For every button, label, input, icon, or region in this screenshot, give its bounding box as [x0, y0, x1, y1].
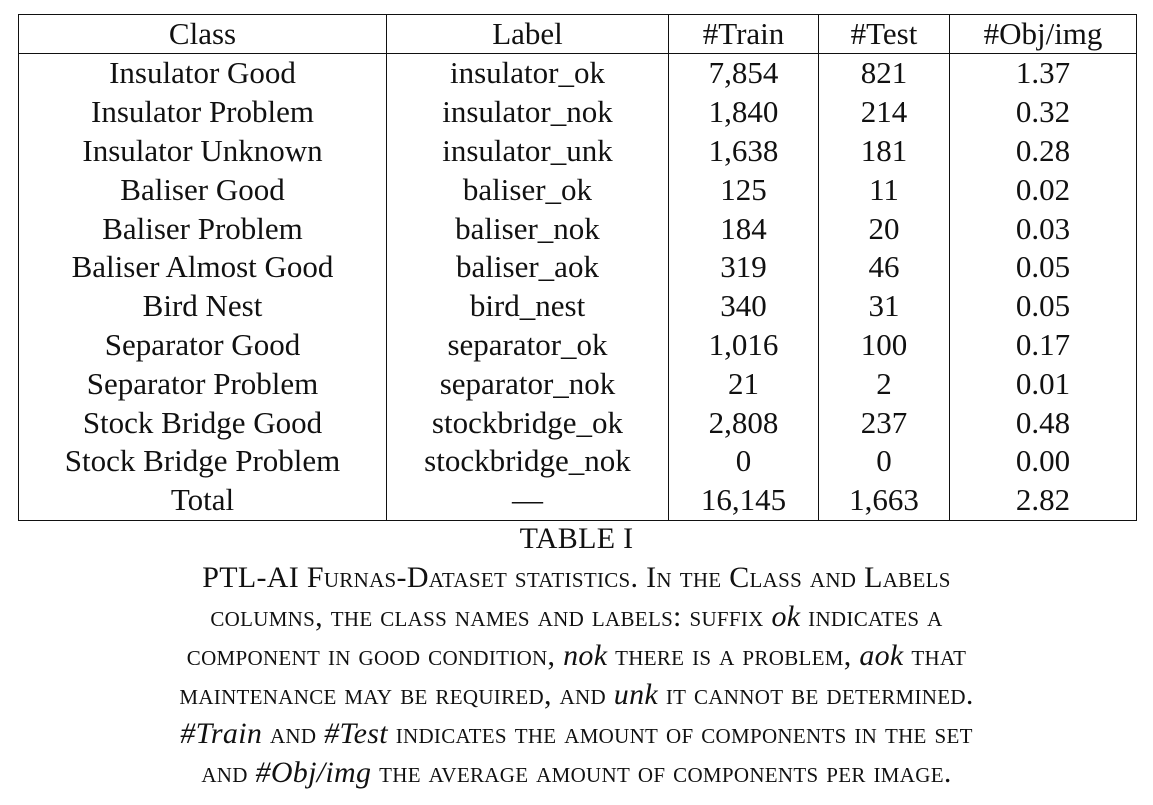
cell-obj-img: 0.05 — [950, 287, 1137, 326]
caption-text: indicates the amount of components in the set — [387, 717, 973, 750]
table-row — [19, 209, 1137, 248]
cell-test: 46 — [819, 248, 950, 287]
cell-label: stockbridge_nok — [387, 442, 669, 481]
caption-text: component in good condition, — [186, 639, 564, 672]
cell-train: 16,145 — [669, 481, 819, 520]
table-row — [19, 442, 1137, 481]
cell-obj-img: 0.05 — [950, 248, 1137, 287]
cell-label: stockbridge_ok — [387, 403, 669, 442]
cell-obj-img: 0.01 — [950, 364, 1137, 403]
caption-text: columns, the class names and labels: suffix — [210, 600, 772, 633]
cell-obj-img: 0.17 — [950, 326, 1137, 365]
table-total-row — [19, 481, 1137, 520]
table-header-row — [19, 15, 1137, 54]
table-row — [19, 326, 1137, 365]
caption-italic-term: #Obj/img — [255, 756, 372, 789]
cell-train: 2,808 — [669, 403, 819, 442]
cell-test: 31 — [819, 287, 950, 326]
caption-line-6 — [0, 753, 1153, 792]
cell-class: Baliser Problem — [19, 209, 387, 248]
table-row — [19, 93, 1137, 132]
cell-test: 1,663 — [819, 481, 950, 520]
cell-class: Total — [19, 481, 387, 520]
table-row — [19, 287, 1137, 326]
caption-line-1 — [0, 558, 1153, 597]
cell-class: Insulator Good — [19, 54, 387, 93]
caption-line-4 — [0, 675, 1153, 714]
cell-train: 125 — [669, 170, 819, 209]
caption-text: and — [201, 756, 256, 789]
dataset-statistics-table — [18, 14, 1137, 521]
cell-obj-img: 0.32 — [950, 93, 1137, 132]
table-row — [19, 364, 1137, 403]
caption-text: PTL-AI Furnas-Dataset statistics. In the Class and Labels — [202, 561, 951, 594]
cell-train: 184 — [669, 209, 819, 248]
cell-obj-img: 0.02 — [950, 170, 1137, 209]
header-test: #Test — [819, 15, 950, 54]
cell-obj-img: 2.82 — [950, 481, 1137, 520]
cell-label: bird_nest — [387, 287, 669, 326]
header-obj-img: #Obj/img — [950, 15, 1137, 54]
cell-class: Baliser Good — [19, 170, 387, 209]
cell-train: 21 — [669, 364, 819, 403]
cell-class: Insulator Unknown — [19, 132, 387, 171]
statistics-table-container — [18, 14, 1136, 521]
cell-test: 0 — [819, 442, 950, 481]
cell-test: 11 — [819, 170, 950, 209]
cell-test: 821 — [819, 54, 950, 93]
cell-train: 1,840 — [669, 93, 819, 132]
cell-obj-img: 0.48 — [950, 403, 1137, 442]
cell-class: Stock Bridge Good — [19, 403, 387, 442]
header-class: Class — [19, 15, 387, 54]
cell-test: 2 — [819, 364, 950, 403]
caption-text: the average amount of components per image. — [371, 756, 952, 789]
cell-class: Baliser Almost Good — [19, 248, 387, 287]
cell-train: 7,854 — [669, 54, 819, 93]
caption-line-5 — [0, 714, 1153, 753]
caption-italic-term: #Train — [180, 717, 263, 750]
cell-obj-img: 0.03 — [950, 209, 1137, 248]
table-caption — [0, 520, 1153, 792]
cell-label: baliser_aok — [387, 248, 669, 287]
cell-train: 319 — [669, 248, 819, 287]
cell-label: separator_ok — [387, 326, 669, 365]
table-row — [19, 170, 1137, 209]
caption-text: indicates a — [800, 600, 943, 633]
table-label: TABLE I — [519, 522, 634, 555]
table-row — [19, 132, 1137, 171]
caption-italic-term: nok — [563, 639, 608, 672]
cell-label: baliser_nok — [387, 209, 669, 248]
table-row — [19, 403, 1137, 442]
caption-italic-term: ok — [771, 600, 801, 633]
cell-class: Stock Bridge Problem — [19, 442, 387, 481]
table-row — [19, 54, 1137, 93]
cell-label: insulator_nok — [387, 93, 669, 132]
cell-obj-img: 0.28 — [950, 132, 1137, 171]
cell-label: separator_nok — [387, 364, 669, 403]
cell-label: insulator_ok — [387, 54, 669, 93]
cell-train: 340 — [669, 287, 819, 326]
header-label: Label — [387, 15, 669, 54]
cell-test: 20 — [819, 209, 950, 248]
cell-train: 1,016 — [669, 326, 819, 365]
cell-test: 214 — [819, 93, 950, 132]
cell-test: 100 — [819, 326, 950, 365]
cell-test: 181 — [819, 132, 950, 171]
header-train: #Train — [669, 15, 819, 54]
cell-class: Insulator Problem — [19, 93, 387, 132]
cell-label: insulator_unk — [387, 132, 669, 171]
caption-text: that — [903, 639, 967, 672]
caption-italic-term: aok — [859, 639, 904, 672]
caption-italic-term: #Test — [324, 717, 388, 750]
caption-text: and — [262, 717, 325, 750]
cell-test: 237 — [819, 403, 950, 442]
cell-train: 1,638 — [669, 132, 819, 171]
cell-obj-img: 0.00 — [950, 442, 1137, 481]
caption-line-2 — [0, 597, 1153, 636]
caption-text: it cannot be determined. — [658, 678, 974, 711]
caption-text: there is a problem, — [607, 639, 860, 672]
caption-line-3 — [0, 636, 1153, 675]
cell-class: Bird Nest — [19, 287, 387, 326]
cell-train: 0 — [669, 442, 819, 481]
cell-obj-img: 1.37 — [950, 54, 1137, 93]
table-row — [19, 248, 1137, 287]
caption-text: maintenance may be required, and — [179, 678, 614, 711]
cell-class: Separator Problem — [19, 364, 387, 403]
cell-label: baliser_ok — [387, 170, 669, 209]
caption-italic-term: unk — [613, 678, 659, 711]
cell-label: — — [387, 481, 669, 520]
cell-class: Separator Good — [19, 326, 387, 365]
